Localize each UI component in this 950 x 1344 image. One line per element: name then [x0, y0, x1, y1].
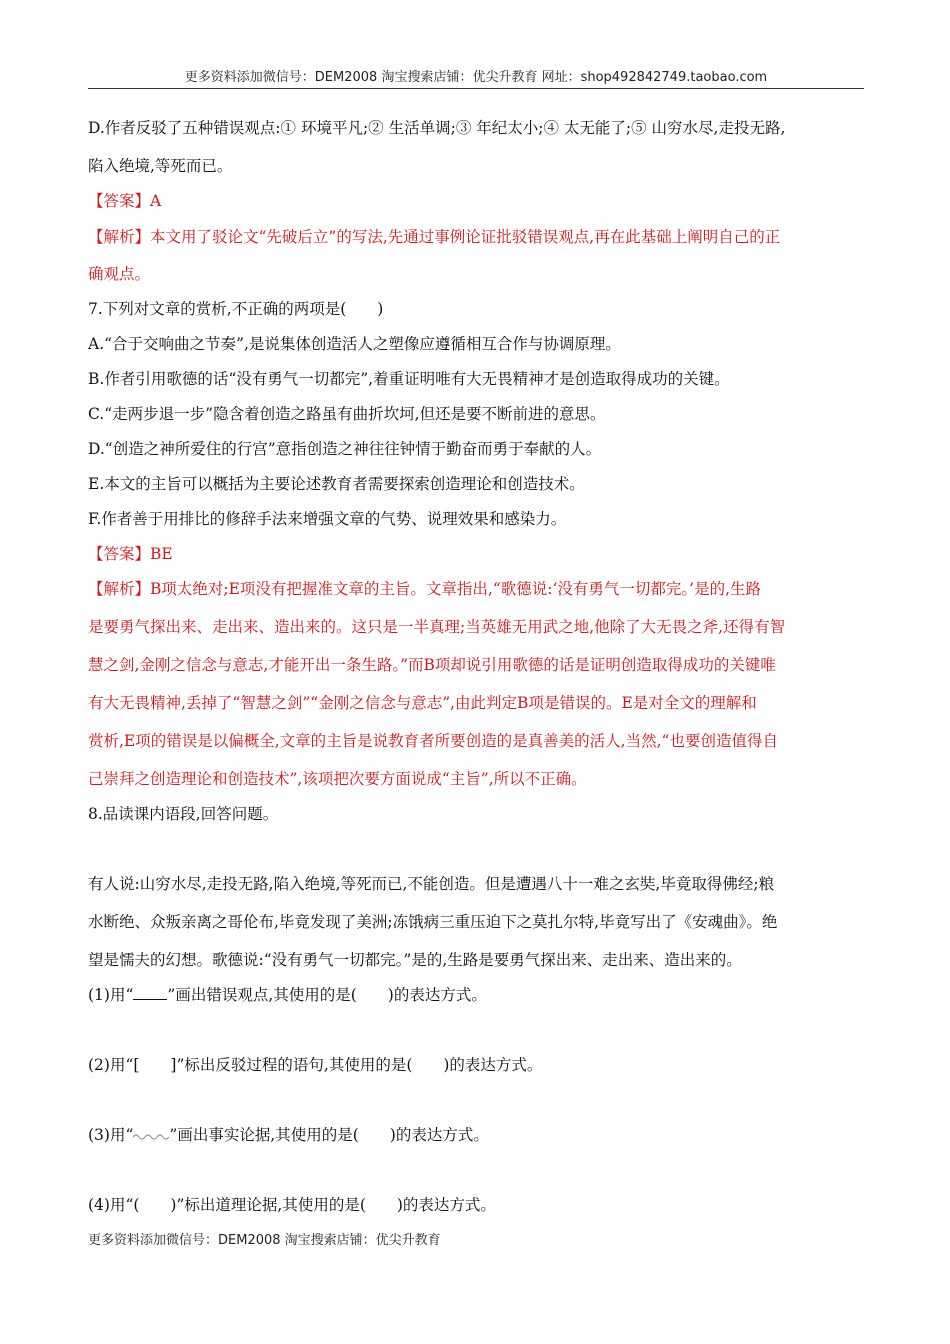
- q7-option-c: C.“走两步退一步”隐含着创造之路虽有曲折坎坷,但还是要不断前进的意思。: [88, 405, 606, 423]
- q7-analysis-line2: 是要勇气探出来、走出来、造出来的。这只是一半真理;当英雄无用武之地,他除了大无畏之斧,还得有智: [88, 618, 786, 636]
- q6-answer: 【答案】A: [88, 192, 162, 210]
- header-rule: [88, 88, 864, 89]
- q8-sub2: (2)用“[ ]”标出反驳过程的语句,其使用的是( )的表达方式。: [88, 1056, 543, 1074]
- q8-sub4: (4)用“( )”标出道理论据,其使用的是( )的表达方式。: [88, 1196, 496, 1214]
- q7-analysis-line6: 己崇拜之创造理论和创造技术”,该项把次要方面说成“主旨”,所以不正确。: [88, 770, 587, 788]
- q8-stem: 8.品读课内语段,回答问题。: [88, 805, 279, 823]
- wavy-underline-mark: [133, 1130, 169, 1140]
- q7-analysis-line4: 有大无畏精神,丢掉了“智慧之剑”“金刚之信念与意志”,由此判定B项是错误的。E是对全文的理解和: [88, 694, 757, 712]
- q6-option-d-line2: 陷入绝境,等死而已。: [88, 157, 233, 175]
- q8-sub3-post: ”画出事实论据,其使用的是( )的表达方式。: [169, 1126, 489, 1144]
- q8-sub1-post: ”画出错误观点,其使用的是( )的表达方式。: [167, 986, 487, 1004]
- q7-option-a: A.“合于交响曲之节奏”,是说集体创造活人之塑像应遵循相互合作与协调原理。: [88, 335, 621, 353]
- page-header: 更多资料添加微信号：DEM2008 淘宝搜索店铺：优尖升教育 网址：shop492842749.taobao.com: [184, 70, 768, 85]
- q8-sub3-pre: (3)用“: [88, 1126, 134, 1144]
- q7-analysis-line3: 慧之剑,金刚之信念与意志,才能开出一条生路。”而B项却说引用歌德的话是证明创造取得成功的关键唯: [88, 656, 776, 674]
- q6-option-d-line1: D.作者反驳了五种错误观点:① 环境平凡;② 生活单调;③ 年纪太小;④ 太无能了;⑤ 山穷水尽,走投无路,: [88, 119, 786, 137]
- straight-underline-mark: [133, 985, 167, 1000]
- q7-option-b: B.作者引用歌德的话“没有勇气一切都完”,着重证明唯有大无畏精神才是创造取得成功的关键。: [88, 370, 730, 388]
- q7-analysis-line5: 赏析,E项的错误是以偏概全,文章的主旨是说教育者所要创造的是真善美的活人,当然,“也要创造值得自: [88, 732, 778, 750]
- q7-option-e: E.本文的主旨可以概括为主要论述教育者需要探索创造理论和创造技术。: [88, 475, 585, 493]
- q8-passage-line1: 有人说:山穷水尽,走投无路,陷入绝境,等死而已,不能创造。但是遭遇八十一难之玄奘,毕竟取得佛经;粮: [88, 875, 775, 893]
- q6-analysis-line2: 确观点。: [88, 265, 151, 283]
- q6-analysis-line1: 【解析】本文用了驳论文“先破后立”的写法,先通过事例论证批驳错误观点,再在此基础上阐明自己的正: [88, 228, 781, 246]
- q8-passage-line2: 水断绝、众叛亲离之哥伦布,毕竟发现了美洲;冻饿病三重压迫下之莫扎尔特,毕竟写出了《安魂曲》。绝: [88, 913, 778, 931]
- q8-sub1: [88, 985, 487, 1005]
- q7-answer: 【答案】BE: [88, 545, 173, 563]
- q7-stem: 7.下列对文章的赏析,不正确的两项是( ): [88, 300, 384, 318]
- q8-passage-line3: 望是懦夫的幻想。歌德说:“没有勇气一切都完。”是的,生路是要勇气探出来、走出来、造出来的。: [88, 951, 742, 969]
- q7-option-f: F.作者善于用排比的修辞手法来增强文章的气势、说理效果和感染力。: [88, 510, 567, 528]
- q8-sub1-pre: (1)用“: [88, 986, 134, 1004]
- q7-analysis-line1: 【解析】B项太绝对;E项没有把握准文章的主旨。文章指出,“歌德说:‘没有勇气一切都完。’是的,生路: [88, 580, 762, 598]
- q8-sub3: [88, 1125, 489, 1145]
- q7-option-d: D.“创造之神所爱住的行宫”意指创造之神往往钟情于勤奋而勇于奉献的人。: [88, 440, 602, 458]
- page-footer: 更多资料添加微信号：DEM2008 淘宝搜索店铺：优尖升教育: [88, 1233, 441, 1248]
